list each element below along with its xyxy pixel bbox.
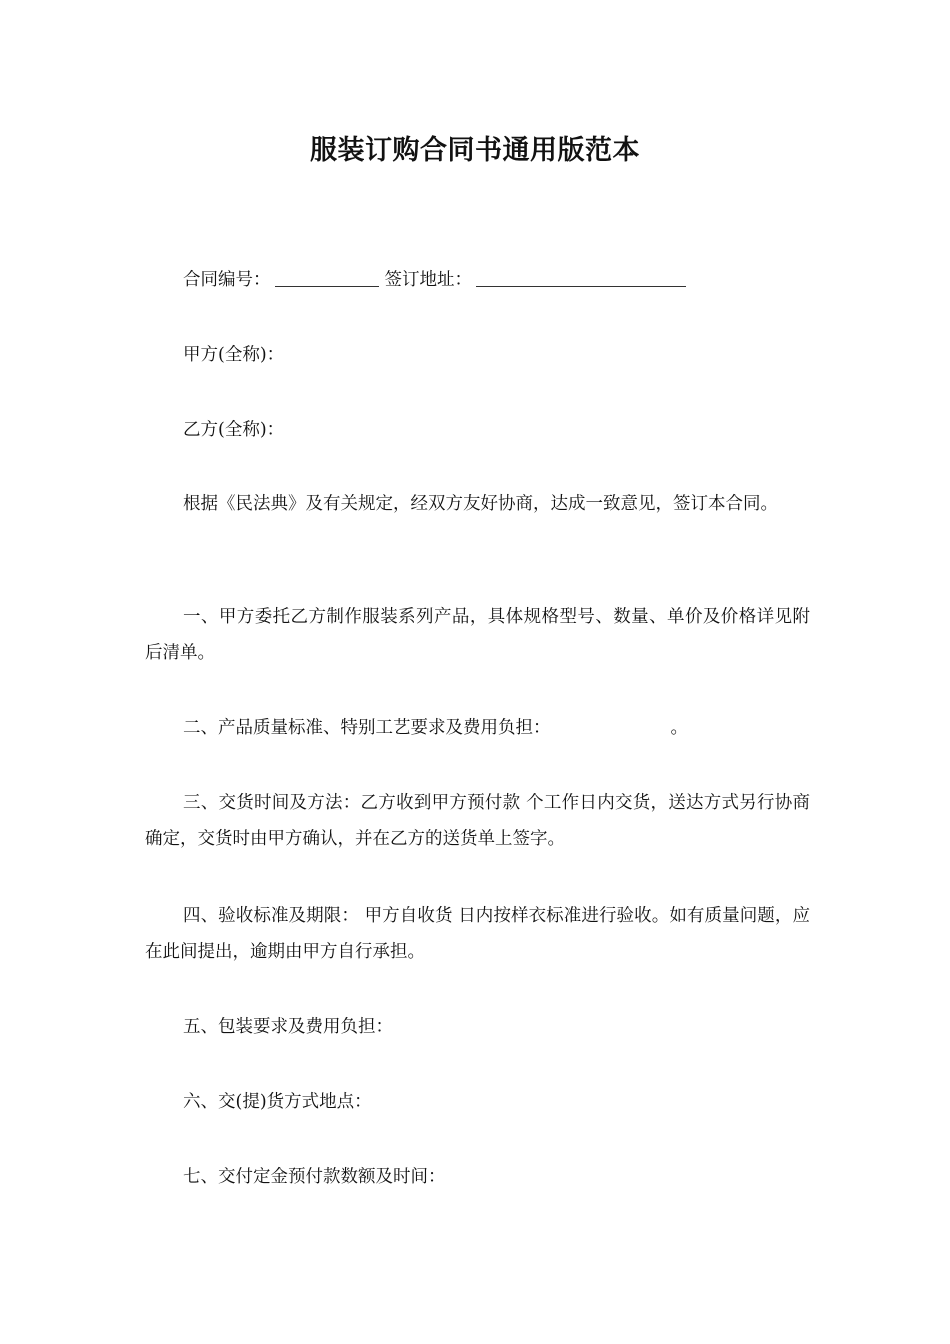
sign-place-blank: [476, 264, 686, 287]
party-b-line: 乙方(全称)：: [183, 420, 285, 440]
clause-7: 七、交付定金预付款数额及时间：: [183, 1167, 446, 1187]
sign-place-label: 签订地址：: [384, 270, 472, 290]
clause-2: [145, 710, 848, 746]
intro-paragraph: 根据《民法典》及有关规定，经双方友好协商，达成一致意见，签订本合同。: [183, 494, 778, 514]
clause-5: 五、包装要求及费用负担：: [183, 1017, 393, 1037]
clause-2-end: 。: [670, 718, 688, 738]
contract-number-label: 合同编号：: [183, 270, 271, 290]
clause-1: 一、甲方委托乙方制作服装系列产品，具体规格型号、数量、单价及价格详见附后清单。: [145, 607, 810, 663]
clause-2-text: 二、产品质量标准、特别工艺要求及费用负担：: [183, 718, 551, 738]
clause-6: 六、交(提)货方式地点：: [183, 1092, 372, 1112]
party-a-line: 甲方(全称)：: [183, 345, 285, 365]
clause-3: 三、交货时间及方法：乙方收到甲方预付款 个工作日内交货，送达方式另行协商确定，交货时由甲方确认，并在乙方的送货单上签字。: [145, 793, 810, 849]
contract-header-line: [145, 262, 848, 298]
document-title: 服装订购合同书通用版范本: [310, 135, 640, 166]
contract-number-blank: [275, 264, 379, 287]
clause-4: 四、验收标准及期限： 甲方自收货 日内按样衣标准进行验收。如有质量问题，应在此间提出，逾期由甲方自行承担。: [145, 906, 810, 962]
